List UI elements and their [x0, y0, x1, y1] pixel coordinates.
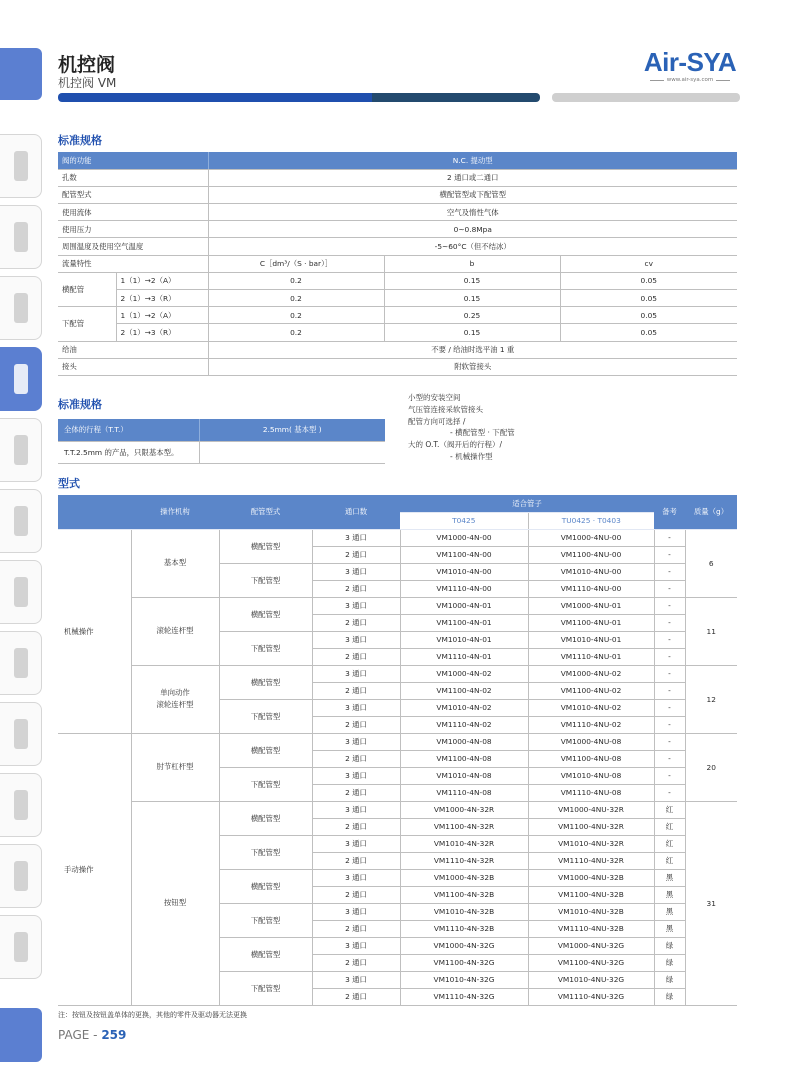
valve-icon — [14, 364, 28, 394]
spec-value: -5~60°C（但不结冰） — [208, 238, 737, 255]
model-tu0425: VM1010-4NU-08 — [528, 767, 654, 784]
model-t0425: VM1010-4N-01 — [400, 631, 528, 648]
note-line: - 横配管型 · 下配管 — [450, 428, 515, 438]
gauge-icon — [14, 648, 28, 678]
remark-cell: - — [654, 648, 685, 665]
model-tu0425: VM1010-4NU-00 — [528, 563, 654, 580]
regulator-icon — [14, 577, 28, 607]
spec-row — [58, 238, 737, 255]
model-t0425: VM1010-4N-32R — [400, 835, 528, 852]
piping-cell: 横配管型 — [219, 529, 312, 563]
port-cell: 2 通口 — [312, 716, 400, 733]
piping-cell: 横配管型 — [219, 937, 312, 971]
remark-cell: 红 — [654, 835, 685, 852]
table-row — [58, 597, 737, 614]
model-t0425: VM1000-4N-32R — [400, 801, 528, 818]
port-cell: 3 通口 — [312, 597, 400, 614]
header-bar-grey — [552, 93, 740, 102]
piping-cell: 横配管型 — [219, 597, 312, 631]
brand-logo — [640, 48, 740, 83]
port-cell: 3 通口 — [312, 665, 400, 682]
model-t0425: VM1010-4N-32B — [400, 903, 528, 920]
coupler-icon — [14, 932, 28, 962]
note-line: 大的 O.T.（阀开后的行程）/ — [408, 440, 502, 450]
col-tube: 适合管子 — [400, 495, 654, 512]
port-cell: 2 通口 — [312, 614, 400, 631]
model-tu0425: VM1100-4NU-00 — [528, 546, 654, 563]
side-thumb[interactable] — [0, 844, 42, 908]
spec-value: N.C. 提动型 — [208, 152, 737, 169]
remark-cell: - — [654, 716, 685, 733]
piping-cell: 横配管型 — [219, 869, 312, 903]
model-tu0425: VM1100-4NU-02 — [528, 682, 654, 699]
table-row — [58, 665, 737, 682]
col-remark: 备考 — [654, 495, 685, 529]
remark-cell: 绿 — [654, 988, 685, 1005]
spec-row — [58, 204, 737, 221]
model-t0425: VM1110-4N-32G — [400, 988, 528, 1005]
side-product-nav — [0, 134, 42, 986]
side-thumb[interactable] — [0, 773, 42, 837]
flow-cell: 0.15 — [384, 324, 560, 341]
col-ports: 通口数 — [312, 495, 400, 529]
port-cell: 3 通口 — [312, 631, 400, 648]
spec-label: 周围温度及使用空气温度 — [58, 238, 208, 255]
remark-cell: - — [654, 733, 685, 750]
piping-cell: 横配管型 — [219, 665, 312, 699]
piping-cell: 下配管型 — [219, 563, 312, 597]
model-t0425: VM1010-4N-08 — [400, 767, 528, 784]
header-bar-blue — [58, 93, 378, 102]
spec-label: 阀的功能 — [58, 152, 208, 169]
model-tu0425: VM1110-4NU-32G — [528, 988, 654, 1005]
table-row — [58, 801, 737, 818]
flow-cell: 0.15 — [384, 290, 560, 307]
spec-table — [58, 152, 737, 376]
model-tu0425: VM1000-4NU-01 — [528, 597, 654, 614]
flow-col-header: C［dm³/（S · bar）］ — [208, 255, 384, 272]
mechanism-cell: 肘节杠杆型 — [131, 733, 219, 801]
remark-cell: 黑 — [654, 869, 685, 886]
chapter-tab-bottom — [0, 1008, 42, 1062]
remark-cell: 绿 — [654, 971, 685, 988]
mass-cell: 11 — [685, 597, 737, 665]
model-tu0425: VM1000-4NU-00 — [528, 529, 654, 546]
filter-icon — [14, 151, 28, 181]
flow-cell: 0.2 — [208, 272, 384, 289]
remark-cell: - — [654, 699, 685, 716]
valve-block-icon — [14, 719, 28, 749]
side-thumb[interactable] — [0, 631, 42, 695]
model-tu0425: VM1100-4NU-01 — [528, 614, 654, 631]
remark-cell: - — [654, 750, 685, 767]
remark-cell: 红 — [654, 801, 685, 818]
model-tu0425: VM1100-4NU-08 — [528, 750, 654, 767]
travel-header-value: 2.5mm( 基本型 ) — [199, 419, 385, 441]
model-tu0425: VM1110-4NU-01 — [528, 648, 654, 665]
spec-row — [58, 186, 737, 203]
model-t0425: VM1110-4N-02 — [400, 716, 528, 733]
piping-cell: 下配管型 — [219, 699, 312, 733]
model-t0425: VM1000-4N-32G — [400, 937, 528, 954]
port-cell: 2 通口 — [312, 852, 400, 869]
model-tu0425: VM1010-4NU-02 — [528, 699, 654, 716]
mass-cell: 20 — [685, 733, 737, 801]
mass-cell: 31 — [685, 801, 737, 1005]
spec-row — [58, 341, 737, 358]
remark-cell: - — [654, 597, 685, 614]
page-subtitle: 机控阀 VM — [58, 76, 117, 90]
side-thumb[interactable] — [0, 418, 42, 482]
header-bar-dark — [372, 93, 540, 102]
chapter-tab — [0, 48, 42, 100]
flow-cell: 0.05 — [560, 324, 737, 341]
fitting-icon — [14, 293, 28, 323]
col-piping: 配管型式 — [219, 495, 312, 529]
flow-cell: 0.05 — [560, 307, 737, 324]
piping-cell: 横配管型 — [219, 801, 312, 835]
model-t0425: VM1100-4N-02 — [400, 682, 528, 699]
model-table — [58, 495, 737, 1006]
logo-text: Air-SYA — [643, 47, 737, 77]
spec-value: 空气及惰性气体 — [208, 204, 737, 221]
spec-heading: 标准规格 — [58, 134, 102, 147]
note-line: 配管方向可选择 / — [408, 416, 466, 426]
port-cell: 3 通口 — [312, 869, 400, 886]
model-t0425: VM1010-4N-32G — [400, 971, 528, 988]
mechanism-cell: 滚轮连杆型 — [131, 597, 219, 665]
table-row — [58, 733, 737, 750]
model-tu0425: VM1110-4NU-32R — [528, 852, 654, 869]
pad-icon — [14, 506, 28, 536]
port-cell: 3 通口 — [312, 529, 400, 546]
remark-cell: 红 — [654, 818, 685, 835]
port-cell: 2 通口 — [312, 818, 400, 835]
spec-row — [58, 221, 737, 238]
model-t0425: VM1000-4N-01 — [400, 597, 528, 614]
remark-cell: 红 — [654, 852, 685, 869]
flow-group-label: 下配管 — [58, 307, 116, 341]
flow-cell: 0.25 — [384, 307, 560, 324]
piping-cell: 下配管型 — [219, 631, 312, 665]
model-t0425: VM1100-4N-32G — [400, 954, 528, 971]
mechanism-cell: 基本型 — [131, 529, 219, 597]
model-t0425: VM1000-4N-32B — [400, 869, 528, 886]
flow-cell: 2（1）→3（R） — [116, 324, 208, 341]
muffler-icon — [14, 861, 28, 891]
side-thumb[interactable] — [0, 915, 42, 979]
model-t0425: VM1100-4N-01 — [400, 614, 528, 631]
flow-cell: 0.2 — [208, 307, 384, 324]
flow-row — [58, 324, 737, 341]
remark-cell: - — [654, 529, 685, 546]
travel-heading: 标准规格 — [58, 398, 102, 411]
remark-cell: 绿 — [654, 954, 685, 971]
spec-label: 孔数 — [58, 169, 208, 186]
spec-label: 使用压力 — [58, 221, 208, 238]
model-tu0425: VM1000-4NU-08 — [528, 733, 654, 750]
col-tube-t0425: T0425 — [400, 512, 528, 529]
port-cell: 3 通口 — [312, 801, 400, 818]
flow-row — [58, 290, 737, 307]
model-tu0425: VM1000-4NU-32B — [528, 869, 654, 886]
mass-cell: 12 — [685, 665, 737, 733]
spec-label: 使用流体 — [58, 204, 208, 221]
flow-col-header: cv — [560, 255, 737, 272]
port-cell: 2 通口 — [312, 750, 400, 767]
remark-cell: 黑 — [654, 903, 685, 920]
model-tu0425: VM1000-4NU-32G — [528, 937, 654, 954]
connector-icon — [14, 435, 28, 465]
side-thumb[interactable] — [0, 560, 42, 624]
feature-notes — [408, 392, 515, 463]
travel-table — [58, 419, 385, 464]
flow-row — [58, 307, 737, 324]
spec-flow-row — [58, 255, 737, 272]
flow-cell: 0.05 — [560, 290, 737, 307]
port-cell: 2 通口 — [312, 648, 400, 665]
category-cell: 手动操作 — [58, 733, 131, 1005]
model-t0425: VM1000-4N-00 — [400, 529, 528, 546]
piping-cell: 下配管型 — [219, 971, 312, 1005]
page-title: 机控阀 — [58, 54, 116, 76]
flow-cell: 1（1）→2（A） — [116, 272, 208, 289]
piping-cell: 下配管型 — [219, 767, 312, 801]
model-t0425: VM1100-4N-08 — [400, 750, 528, 767]
side-thumb[interactable] — [0, 702, 42, 766]
port-cell: 3 通口 — [312, 733, 400, 750]
model-tu0425: VM1100-4NU-32B — [528, 886, 654, 903]
spec-value: 2 通口或二通口 — [208, 169, 737, 186]
port-cell: 3 通口 — [312, 903, 400, 920]
mass-cell: 6 — [685, 529, 737, 597]
port-cell: 2 通口 — [312, 784, 400, 801]
model-t0425: VM1110-4N-08 — [400, 784, 528, 801]
remark-cell: 黑 — [654, 920, 685, 937]
side-thumb[interactable] — [0, 134, 42, 198]
footnote: 注：按钮及按钮盖单体的更换，其他的零件及驱动器无法更换 — [58, 1011, 247, 1019]
side-thumb[interactable] — [0, 489, 42, 553]
spec-label: 流量特性 — [58, 255, 208, 272]
travel-row-label: T.T.2.5mm 的产品，只限基本型。 — [58, 441, 199, 463]
model-t0425: VM1100-4N-00 — [400, 546, 528, 563]
spec-value: 0~0.8Mpa — [208, 221, 737, 238]
remark-cell: 绿 — [654, 937, 685, 954]
flow-col-header: b — [384, 255, 560, 272]
travel-header-label: 全体的行程（T.T.） — [58, 419, 199, 441]
model-t0425: VM1110-4N-01 — [400, 648, 528, 665]
piping-cell: 下配管型 — [219, 903, 312, 937]
port-cell: 2 通口 — [312, 682, 400, 699]
remark-cell: - — [654, 665, 685, 682]
model-tu0425: VM1110-4NU-00 — [528, 580, 654, 597]
flow-cell: 0.15 — [384, 272, 560, 289]
note-line: 气压管连接采软管接头 — [408, 404, 483, 414]
model-tu0425: VM1010-4NU-32R — [528, 835, 654, 852]
model-t0425: VM1000-4N-02 — [400, 665, 528, 682]
flow-cell: 2（1）→3（R） — [116, 290, 208, 307]
side-thumb[interactable] — [0, 347, 42, 411]
model-tu0425: VM1010-4NU-32G — [528, 971, 654, 988]
model-heading: 型式 — [58, 477, 80, 490]
remark-cell: 黑 — [654, 886, 685, 903]
remark-cell: - — [654, 563, 685, 580]
port-cell: 2 通口 — [312, 886, 400, 903]
side-thumb[interactable] — [0, 205, 42, 269]
model-t0425: VM1110-4N-32B — [400, 920, 528, 937]
port-cell: 3 通口 — [312, 971, 400, 988]
flow-row — [58, 272, 737, 289]
spec-row — [58, 169, 737, 186]
port-cell: 3 通口 — [312, 563, 400, 580]
note-line: - 机械操作型 — [450, 451, 493, 461]
spec-header-row — [58, 152, 737, 169]
port-cell: 2 通口 — [312, 920, 400, 937]
note-line: 小型的安装空间 — [408, 393, 461, 402]
model-tu0425: VM1100-4NU-32G — [528, 954, 654, 971]
remark-cell: - — [654, 767, 685, 784]
model-tu0425: VM1110-4NU-32B — [528, 920, 654, 937]
model-tu0425: VM1010-4NU-01 — [528, 631, 654, 648]
port-cell: 3 通口 — [312, 937, 400, 954]
port-cell: 2 通口 — [312, 988, 400, 1005]
col-tube-tu0425: TU0425 · T0403 — [528, 512, 654, 529]
flow-cell: 0.2 — [208, 290, 384, 307]
spec-value: 横配管型或下配管型 — [208, 186, 737, 203]
spec-value: 不要 / 给油时选平油 1 重 — [208, 341, 737, 358]
model-t0425: VM1110-4N-32R — [400, 852, 528, 869]
remark-cell: - — [654, 682, 685, 699]
port-cell: 3 通口 — [312, 767, 400, 784]
model-tu0425: VM1010-4NU-32B — [528, 903, 654, 920]
spec-value: 附软管接头 — [208, 358, 737, 375]
model-tu0425: VM1000-4NU-02 — [528, 665, 654, 682]
remark-cell: - — [654, 784, 685, 801]
piping-cell: 横配管型 — [219, 733, 312, 767]
model-tu0425: VM1100-4NU-32R — [528, 818, 654, 835]
model-t0425: VM1100-4N-32R — [400, 818, 528, 835]
port-cell: 2 通口 — [312, 954, 400, 971]
model-t0425: VM1100-4N-32B — [400, 886, 528, 903]
elbow-icon — [14, 790, 28, 820]
port-cell: 2 通口 — [312, 580, 400, 597]
model-tu0425: VM1110-4NU-02 — [528, 716, 654, 733]
page-number: PAGE - 259 — [58, 1028, 127, 1042]
spec-row — [58, 358, 737, 375]
logo-url: www.air-sya.com — [666, 77, 714, 83]
spec-label: 配管型式 — [58, 186, 208, 203]
table-row — [58, 529, 737, 546]
model-t0425: VM1010-4N-00 — [400, 563, 528, 580]
mechanism-cell: 单向动作 滚轮连杆型 — [131, 665, 219, 733]
port-cell: 3 通口 — [312, 835, 400, 852]
col-mass: 质量（g） — [685, 495, 737, 529]
cylinder-icon — [14, 222, 28, 252]
mechanism-cell: 按钮型 — [131, 801, 219, 1005]
remark-cell: - — [654, 546, 685, 563]
remark-cell: - — [654, 580, 685, 597]
model-t0425: VM1010-4N-02 — [400, 699, 528, 716]
flow-cell: 0.2 — [208, 324, 384, 341]
spec-label: 接头 — [58, 358, 208, 375]
side-thumb[interactable] — [0, 276, 42, 340]
category-cell: 机械操作 — [58, 529, 131, 733]
flow-group-label: 横配管 — [58, 272, 116, 306]
model-t0425: VM1110-4N-00 — [400, 580, 528, 597]
flow-cell: 1（1）→2（A） — [116, 307, 208, 324]
piping-cell: 下配管型 — [219, 835, 312, 869]
remark-cell: - — [654, 614, 685, 631]
col-mechanism: 操作机构 — [131, 495, 219, 529]
model-tu0425: VM1110-4NU-08 — [528, 784, 654, 801]
flow-cell: 0.05 — [560, 272, 737, 289]
port-cell: 2 通口 — [312, 546, 400, 563]
travel-row-value — [199, 441, 385, 463]
spec-label: 给油 — [58, 341, 208, 358]
model-tu0425: VM1000-4NU-32R — [528, 801, 654, 818]
model-t0425: VM1000-4N-08 — [400, 733, 528, 750]
port-cell: 3 通口 — [312, 699, 400, 716]
remark-cell: - — [654, 631, 685, 648]
